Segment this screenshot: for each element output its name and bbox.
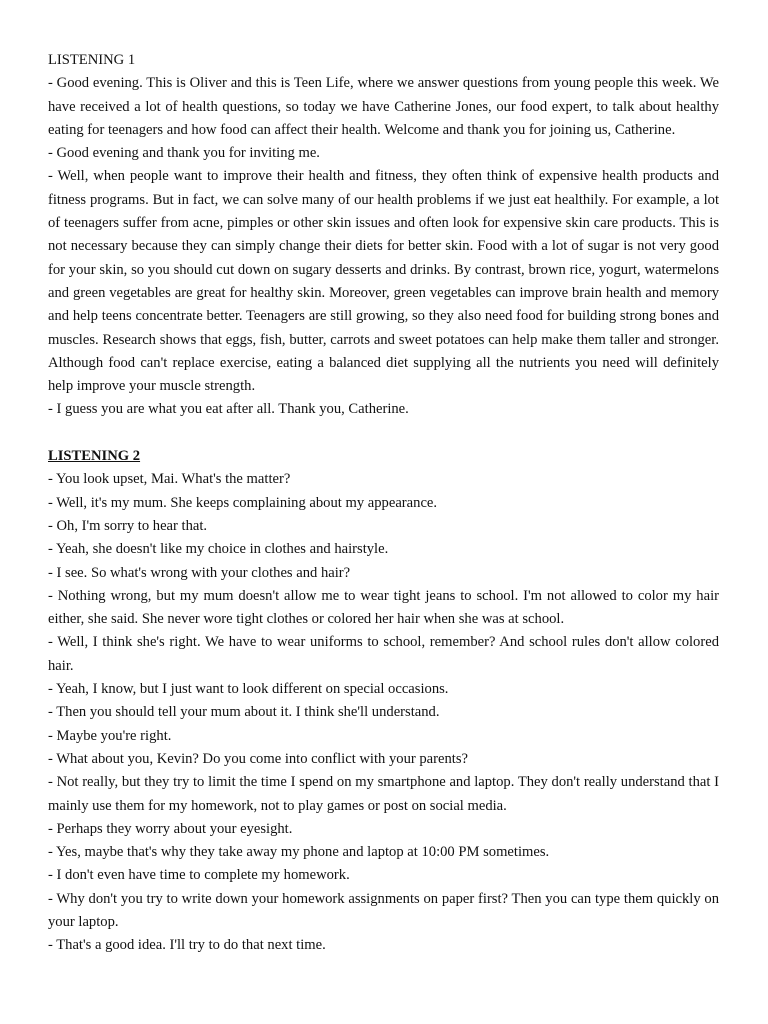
- listening-2-line: - I don't even have time to complete my homework.: [48, 867, 350, 884]
- listening-2-line: - Perhaps they worry about your eyesight.: [48, 820, 293, 837]
- document-page: [48, 49, 719, 958]
- listening-2-line: - You look upset, Mai. What's the matter?: [48, 471, 291, 488]
- listening-2-section: [48, 445, 719, 958]
- listening-2-line: - Well, it's my mum. She keeps complaining about my appearance.: [48, 494, 438, 511]
- listening-2-line: - Then you should tell your mum about it. I think she'll understand.: [48, 704, 440, 721]
- listening-2-line: - Nothing wrong, but my mum doesn't allow me to wear tight jeans to school. I'm not allowed to color my hair either, she said. She never wore tight clothes or colored her hair when she was at school.: [48, 587, 719, 628]
- listening-2-line: - I see. So what's wrong with your clothes and hair?: [48, 564, 351, 581]
- listening-2-heading: LISTENING 2: [48, 448, 141, 465]
- listening-1-line: - Good evening and thank you for inviting me.: [48, 145, 320, 162]
- listening-2-line: - That's a good idea. I'll try to do that next time.: [48, 937, 326, 954]
- listening-2-line: - Yeah, she doesn't like my choice in clothes and hairstyle.: [48, 541, 389, 558]
- section-spacer: [48, 422, 719, 445]
- listening-2-line: - Oh, I'm sorry to hear that.: [48, 517, 208, 534]
- listening-1-line: - Well, when people want to improve their health and fitness, they often think of expensive health products and fitness programs. But in fact, we can solve many of our health problems if we just eat healthily. For example, a lot of teenagers suffer from acne, pimples or other skin issues and often look for expensive skin care products. This is not necessary because they can simply change their diets for better skin. Food with a lot of sugar is not very good for your skin, so you should cut down on sugary desserts and drinks. By contrast, brown rice, yogurt, watermelons and green vegetables are great for healthy skin. Moreover, green vegetables can improve brain health and memory and help teens concentrate better. Teenagers are still growing, so they also need food for building strong bones and muscles. Research shows that eggs, fish, butter, carrots and sweet potatoes can help make them taller and stronger. Although food can't replace exercise, eating a balanced diet supplying all the nutrients you need will definitely help improve your muscle strength.: [48, 168, 719, 395]
- listening-2-line: - Not really, but they try to limit the time I spend on my smartphone and laptop. They don't really understand that I mainly use them for my homework, not to play games or post on social media.: [48, 774, 719, 814]
- listening-1-section: [48, 49, 719, 422]
- listening-2-line: - Maybe you're right.: [48, 727, 172, 744]
- listening-2-line: - Why don't you try to write down your homework assignments on paper first? Then you can type them quickly on your laptop.: [48, 890, 719, 930]
- listening-1-line: - I guess you are what you eat after all. Thank you, Catherine.: [48, 401, 409, 418]
- listening-2-line: - Yes, maybe that's why they take away my phone and laptop at 10:00 PM sometimes.: [48, 844, 550, 861]
- listening-2-line: - Yeah, I know, but I just want to look different on special occasions.: [48, 681, 449, 698]
- listening-1-heading: LISTENING 1: [48, 52, 136, 68]
- listening-1-line: - Good evening. This is Oliver and this is Teen Life, where we answer questions from young people this week. We have received a lot of health questions, so today we have Catherine Jones, our food expert, to talk about healthy eating for teenagers and how food can affect their health. Welcome and thank you for joining us, Catherine.: [48, 75, 719, 138]
- listening-2-line: - Well, I think she's right. We have to wear uniforms to school, remember? And school rules don't allow colored hair.: [48, 634, 719, 674]
- listening-2-line: - What about you, Kevin? Do you come into conflict with your parents?: [48, 750, 469, 767]
